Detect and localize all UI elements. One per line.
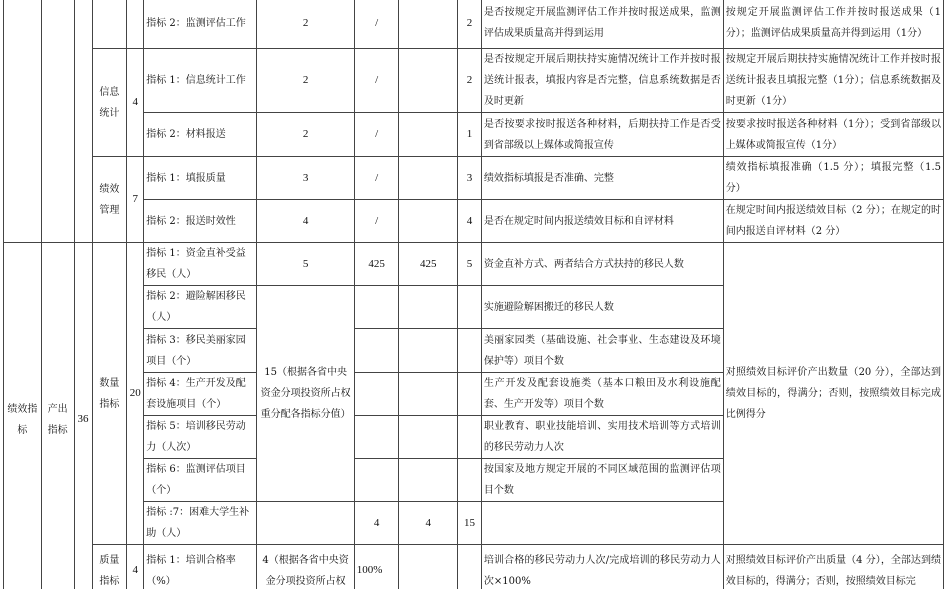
scoring-rule: 绩效指标填报准确（1.5 分）；填报完整（1.5 分） — [723, 157, 943, 200]
table-row — [4, 157, 944, 200]
scoring-rule: 对照绩效目标评价产出数量（20 分），全部达到绩效目标的，得满分；否则，按照绩效目标完成比例得分 — [723, 243, 943, 545]
mid-target: 425 — [354, 243, 399, 286]
secondary-indicator: 质量指标 — [92, 545, 127, 589]
score: 1 — [458, 113, 482, 157]
annual-target: 4 — [257, 200, 354, 243]
performance-evaluation-table — [3, 0, 944, 589]
score: 15 — [458, 502, 482, 545]
indicator-name: 指标 5：培训移民劳动力（人次） — [144, 416, 257, 459]
indicator-description: 生产开发及配套设施类（基本口粮田及水利设施配套、生产开发等）项目个数 — [481, 373, 723, 416]
secondary-indicator: 信息统计 — [92, 49, 127, 157]
indicator-description: 是否在规定时间内报送绩效目标和自评材料 — [481, 200, 723, 243]
indicator-description: 实施避险解困搬迁的移民人数 — [481, 286, 723, 329]
score — [458, 286, 482, 329]
indicator-description: 美丽家园类（基础设施、社会事业、生态建设及环境保护等）项目个数 — [481, 329, 723, 373]
indicator-name: 指标 3：移民美丽家园项目（个） — [144, 329, 257, 373]
indicator-description: 职业教育、职业技能培训、实用技术培训等方式培训的移民劳动力人次 — [481, 416, 723, 459]
score: 5 — [458, 243, 482, 286]
secondary-weight: 4 — [127, 545, 144, 589]
table-row — [4, 243, 944, 286]
sub-indicator: 产出指标 — [41, 243, 74, 589]
score — [458, 373, 482, 416]
table-row — [4, 49, 944, 113]
secondary-weight: 4 — [127, 49, 144, 157]
indicator-description: 培训合格的移民劳动力人次/完成培训的移民劳动力人次×100% — [481, 545, 723, 589]
secondary-weight-empty — [127, 0, 144, 49]
score — [458, 459, 482, 502]
mid-target: 100% — [354, 545, 399, 589]
secondary-cell-empty — [92, 0, 127, 49]
indicator-name: 指标 1：资金直补受益移民（人） — [144, 243, 257, 286]
mid-target: / — [354, 157, 399, 200]
secondary-indicator: 数量指标 — [92, 243, 127, 545]
annual-target-note: 15（根据各省中央资金分项投资所占权重分配各指标分值） — [257, 286, 354, 502]
secondary-weight: 7 — [127, 157, 144, 243]
mid-target: / — [354, 113, 399, 157]
table-row — [4, 113, 944, 157]
score — [458, 416, 482, 459]
mid-actual — [399, 0, 458, 49]
indicator-name: 指标 2：监测评估工作 — [144, 0, 257, 49]
indicator-name: 指标 2：报送时效性 — [144, 200, 257, 243]
table-row — [4, 0, 944, 49]
annual-target: 5 — [257, 243, 354, 286]
table-row — [4, 545, 944, 589]
indicator-description: 绩效指标填报是否准确、完整 — [481, 157, 723, 200]
indicator-name: 指标 6：监测评估项目（个） — [144, 459, 257, 502]
score: 4 — [458, 200, 482, 243]
indicator-description: 是否按要求按时报送各种材料，后期扶持工作是否受到省部级以上媒体或简报宣传 — [481, 113, 723, 157]
scoring-rule: 在规定时间内报送绩效目标（2 分）；在规定的时间内报送自评材料（2 分） — [723, 200, 943, 243]
annual-target: 2 — [257, 0, 354, 49]
mid-target: / — [354, 49, 399, 113]
score: 2 — [458, 49, 482, 113]
indicator-description: 按国家及地方规定开展的不同区域范围的监测评估项目个数 — [481, 459, 723, 502]
indicator-description: 资金直补方式、两者结合方式扶持的移民人数 — [481, 243, 723, 286]
mid-target: 4 — [354, 502, 399, 545]
sub-weight: 36 — [74, 243, 92, 589]
score — [458, 329, 482, 373]
primary-indicator: 绩效指标 — [4, 243, 42, 589]
indicator-name: 指标 1：培训合格率（%） — [144, 545, 257, 589]
mid-actual — [399, 373, 458, 416]
indicator-name: 指标 1：信息统计工作 — [144, 49, 257, 113]
scoring-rule: 对照绩效目标评价产出质量（4 分），全部达到绩效目标的，得满分；否则，按照绩效目标完 — [723, 545, 943, 589]
indicator-name: 指标 1：填报质量 — [144, 157, 257, 200]
secondary-indicator: 绩效管理 — [92, 157, 127, 243]
annual-target: 2 — [257, 49, 354, 113]
mid-target — [354, 459, 399, 502]
score — [458, 545, 482, 589]
mid-actual — [399, 329, 458, 373]
weight-cell-empty — [74, 0, 92, 243]
annual-target — [257, 502, 354, 545]
indicator-description: 是否按规定开展后期扶持实施情况统计工作并按时报送统计报表，填报内容是否完整，信息系统数据是否及时更新 — [481, 49, 723, 113]
mid-target — [354, 286, 399, 329]
annual-target: 3 — [257, 157, 354, 200]
mid-actual — [399, 157, 458, 200]
mid-actual — [399, 416, 458, 459]
scoring-rule: 按规定开展监测评估工作并按时报送成果（1分）；监测评估成果质量高并得到运用（1分） — [723, 0, 943, 49]
mid-actual — [399, 545, 458, 589]
indicator-name: 指标 4：生产开发及配套设施项目（个） — [144, 373, 257, 416]
annual-target: 2 — [257, 113, 354, 157]
scoring-rule: 按规定开展后期扶持实施情况统计工作并按时报送统计报表且填报完整（1分）；信息系统数据及时更新（1分） — [723, 49, 943, 113]
mid-actual — [399, 49, 458, 113]
score: 2 — [458, 0, 482, 49]
sub-cell-empty — [41, 0, 74, 243]
mid-actual: 4 — [399, 502, 458, 545]
indicator-description: 是否按规定开展监测评估工作并按时报送成果，监测评估成果质量高并得到运用 — [481, 0, 723, 49]
mid-actual — [399, 113, 458, 157]
mid-target — [354, 329, 399, 373]
primary-cell-empty — [4, 0, 42, 243]
secondary-weight: 20 — [127, 243, 144, 545]
indicator-name: 指标 2：材料报送 — [144, 113, 257, 157]
scoring-rule: 按要求按时报送各种材料（1分）；受到省部级以上媒体或简报宣传（1分） — [723, 113, 943, 157]
mid-actual — [399, 200, 458, 243]
mid-target — [354, 416, 399, 459]
annual-target-note: 4（根据各省中央资金分项投资所占权 — [257, 545, 354, 589]
indicator-name: 指标 :7：困难大学生补助（人） — [144, 502, 257, 545]
mid-target: / — [354, 200, 399, 243]
mid-actual: 425 — [399, 243, 458, 286]
mid-target — [354, 373, 399, 416]
score: 3 — [458, 157, 482, 200]
table-row — [4, 200, 944, 243]
mid-actual — [399, 459, 458, 502]
mid-actual — [399, 286, 458, 329]
indicator-description — [481, 502, 723, 545]
indicator-name: 指标 2：避险解困移民（人） — [144, 286, 257, 329]
mid-target: / — [354, 0, 399, 49]
